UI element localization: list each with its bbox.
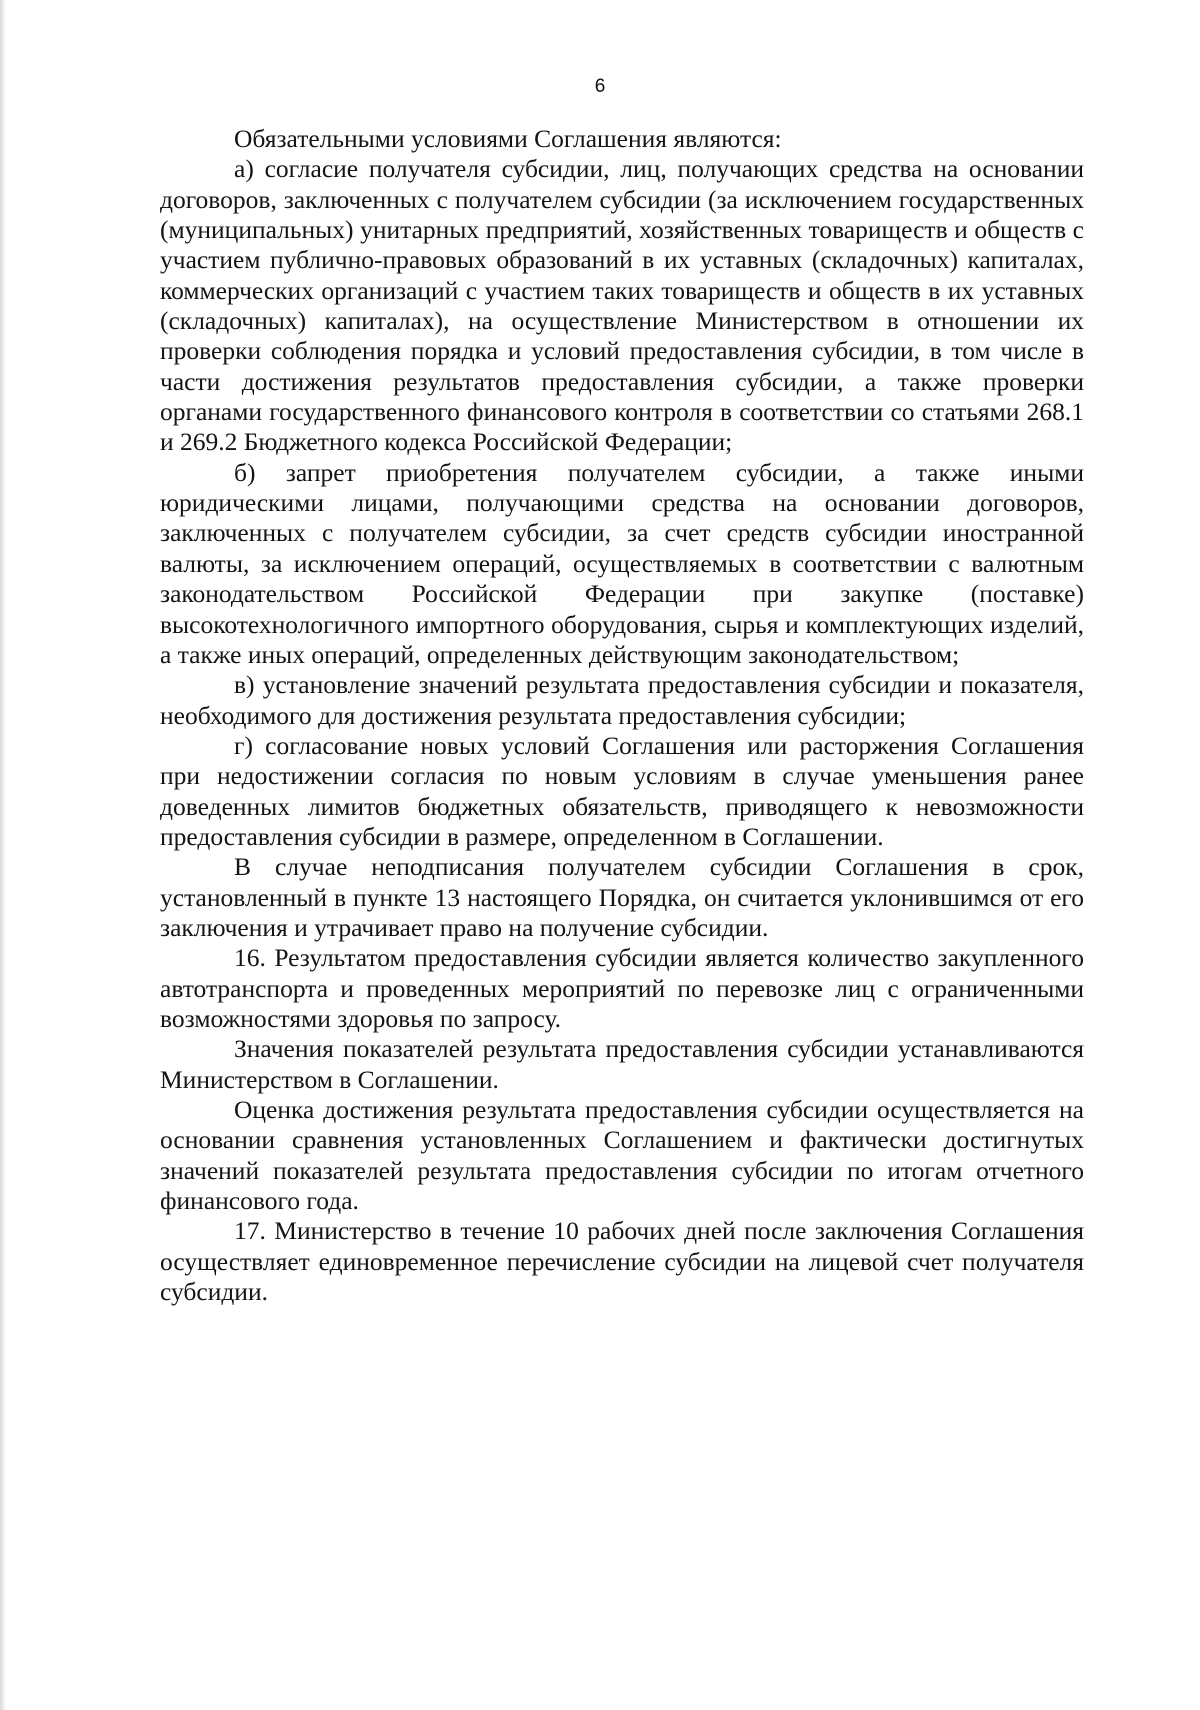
paragraph-non-signing: В случае неподписания получателем субсидии Соглашения в срок, установленный в пункте 13 настоящего Порядка, он считается уклонившимся от его заключения и утрачивает право на получение субсидии.: [160, 852, 1084, 942]
paragraph-condition-v: в) установление значений результата предоставления субсидии и показателя, необходимого для достижения результата предоставления субсидии;: [160, 670, 1084, 730]
document-body: [160, 124, 1084, 1307]
scan-edge: [0, 0, 6, 1710]
paragraph-condition-g: г) согласование новых условий Соглашения или расторжения Соглашения при недостижении согласия по новым условиям в случае уменьшения ранее доведенных лимитов бюджетных обязательств, приводящего к невозможности предоставления субсидии в размере, определенном в Соглашении.: [160, 730, 1084, 851]
paragraph-indicator-values: Значения показателей результата предоставления субсидии устанавливаются Министерством в Соглашении.: [160, 1034, 1084, 1094]
paragraph-condition-b: б) запрет приобретения получателем субсидии, а также иными юридическими лицами, получающими средства на основании договоров, заключенных с получателем субсидии, за счет средств субсидии иностранной валюты, за исключением операций, осуществляемых в соответствии с валютным законодательством Российской Федерации при закупке (поставке) высокотехнологичного импортного оборудования, сырья и комплектующих изделий, а также иных операций, определенных действующим законодательством;: [160, 457, 1084, 669]
paragraph-item-16: 16. Результатом предоставления субсидии является количество закупленного автотранспорта и проведенных мероприятий по перевозке лиц с ограниченными возможностями здоровья по запросу.: [160, 943, 1084, 1033]
paragraph-conditions-heading: Обязательными условиями Соглашения являются:: [234, 124, 782, 153]
page-number: 6: [594, 76, 606, 97]
paragraph-evaluation: Оценка достижения результата предоставления субсидии осуществляется на основании сравнения установленных Соглашением и фактически достигнутых значений показателей результата предоставления субсидии по итогам отчетного финансового года.: [160, 1095, 1084, 1216]
paragraph-item-17: 17. Министерство в течение 10 рабочих дней после заключения Соглашения осуществляет единовременное перечисление субсидии на лицевой счет получателя субсидии.: [160, 1216, 1084, 1307]
paragraph-condition-a: а) согласие получателя субсидии, лиц, получающих средства на основании договоров, заключенных с получателем субсидии (за исключением государственных (муниципальных) унитарных предприятий, хозяйственных товариществ и обществ с участием публично-правовых образований в их уставных (складочных) капиталах, коммерческих организаций с участием таких товариществ и обществ в их уставных (складочных) капиталах), на осуществление Министерством в отношении их проверки соблюдения порядка и условий предоставления субсидии, в том числе в части достижения результатов предоставления субсидии, а также проверки органами государственного финансового контроля в соответствии со статьями 268.1 и 269.2 Бюджетного кодекса Российской Федерации;: [160, 154, 1084, 457]
